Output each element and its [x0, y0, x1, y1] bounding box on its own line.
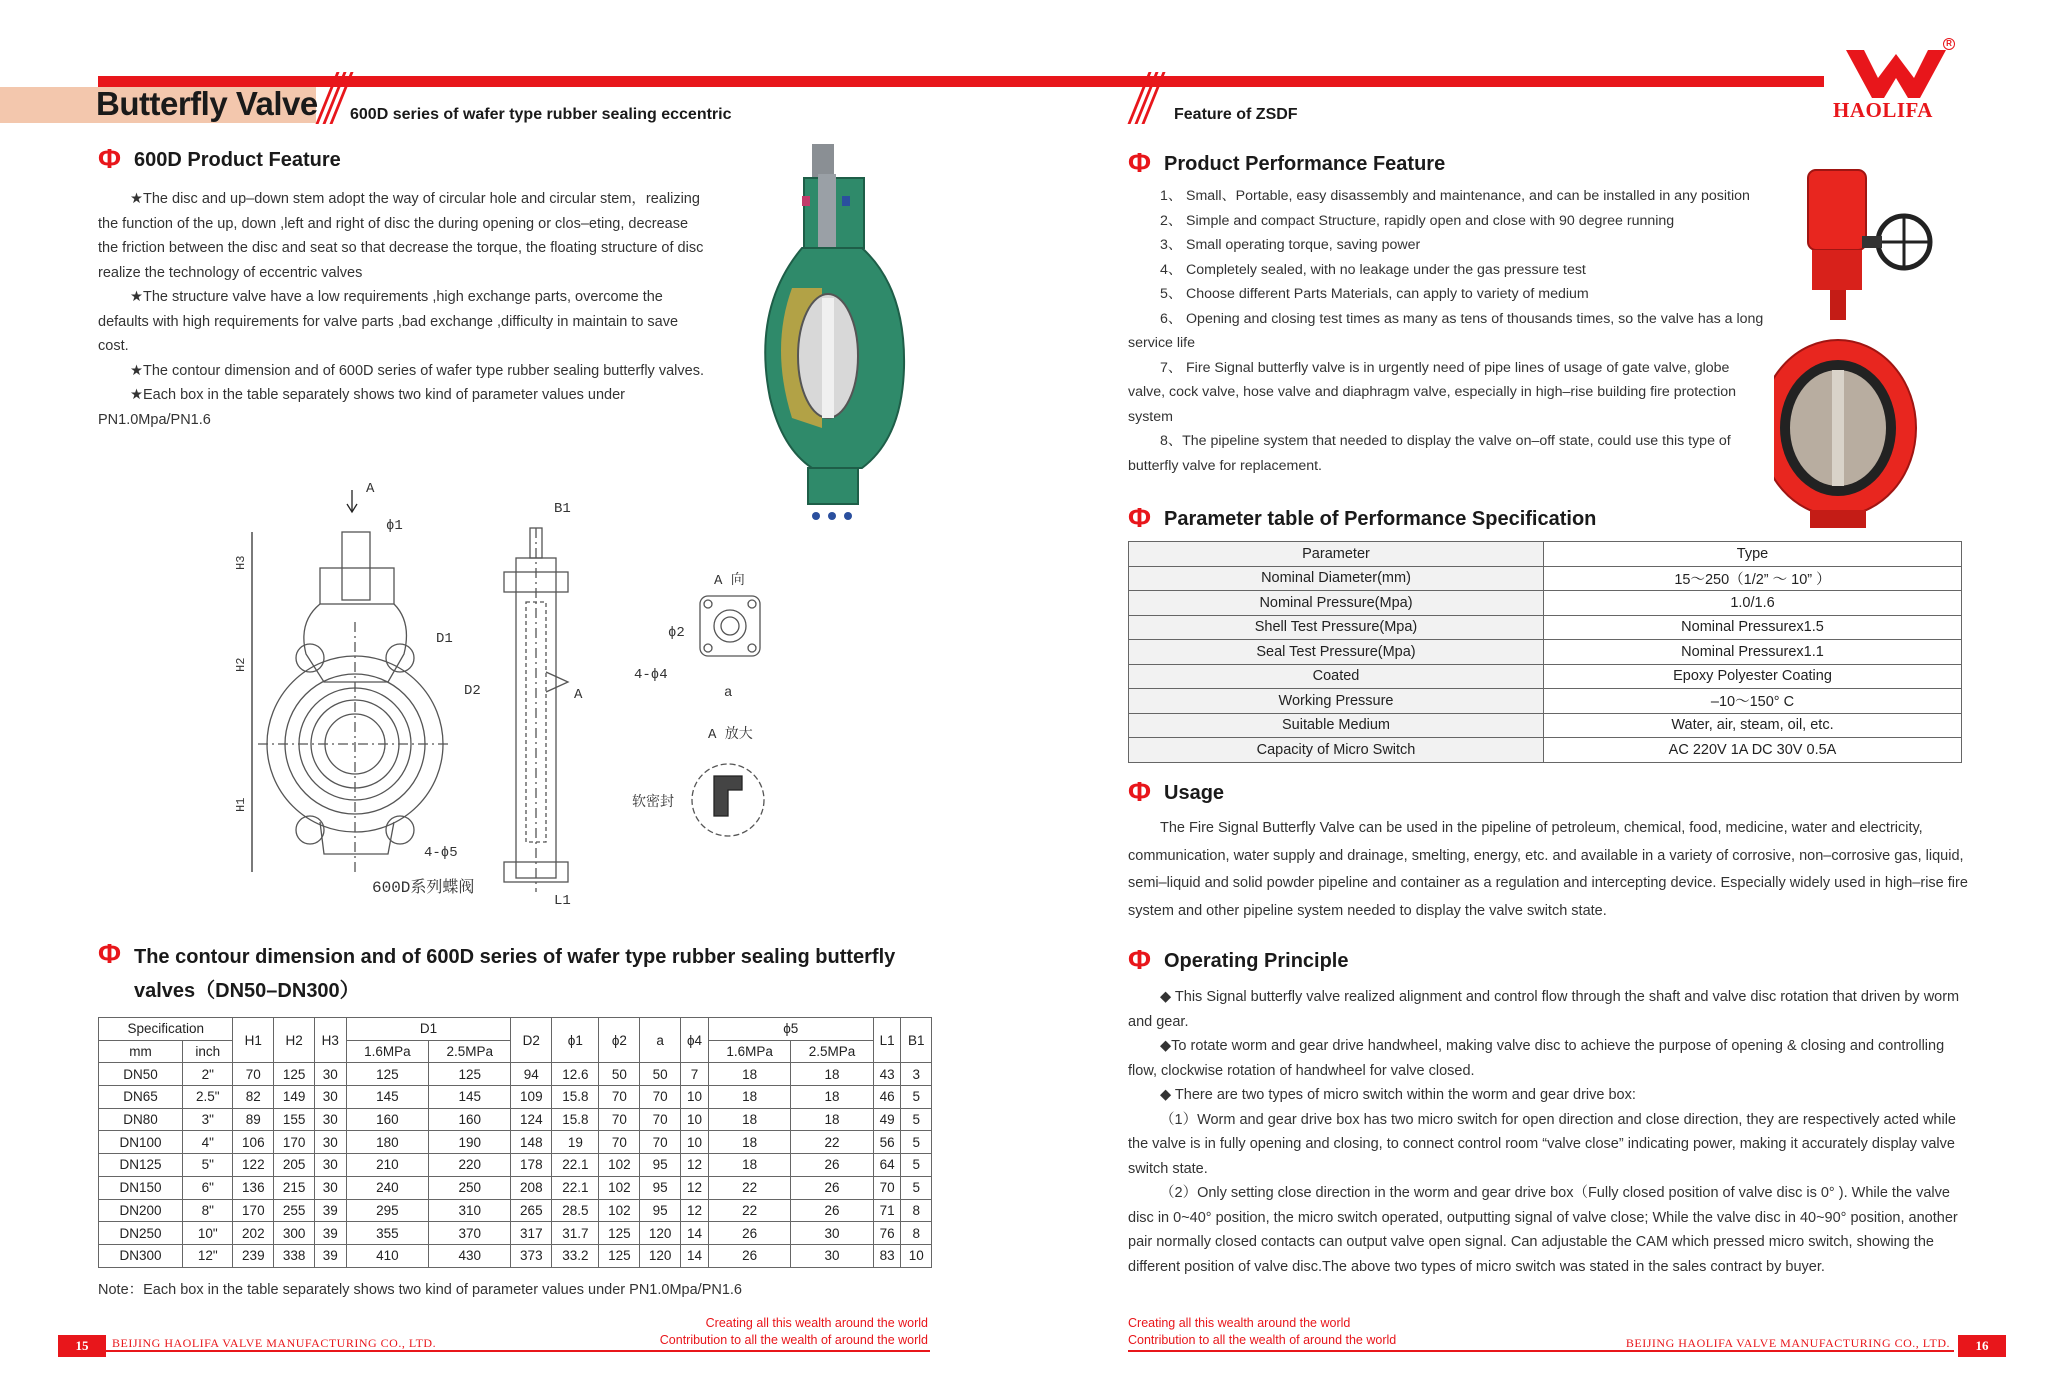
right-footer-company: BEIJING HAOLIFA VALVE MANUFACTURING CO., LTD.: [1625, 1336, 1950, 1350]
table-row: [1129, 615, 1962, 640]
table-cell: DN65: [99, 1086, 183, 1109]
table-row: [99, 1063, 932, 1086]
table-cell: 30: [314, 1086, 346, 1109]
th-d1-25: 2.5MPa: [429, 1040, 511, 1063]
table-cell: 50: [599, 1063, 640, 1086]
list-item: 2、 Simple and compact Structure, rapidly open and close with 90 degree running: [1160, 212, 1675, 229]
list-item: 1、 Small、Portable, easy disassembly and maintenance, and can be installed in any position: [1160, 188, 1750, 204]
performance-heading: Φ Product Performance Feature: [1128, 147, 1446, 178]
list-item: 4、 Completely sealed, with no leakage under the gas pressure test: [1160, 261, 1586, 278]
table-cell: 208: [511, 1176, 552, 1199]
svg-text:D1: D1: [436, 631, 453, 647]
table-cell: 160: [346, 1108, 428, 1131]
table-cell: 265: [511, 1199, 552, 1222]
table-cell: 28.5: [552, 1199, 599, 1222]
table-cell: 26: [708, 1244, 790, 1267]
table-cell: 102: [599, 1154, 640, 1177]
left-footer-slogan: Creating all this wealth around the world Contribution to all the wealth of around the world: [659, 1316, 928, 1347]
param-value-cell: Nominal Pressurex1.5: [1544, 615, 1962, 640]
table-cell: DN50: [99, 1063, 183, 1086]
table-row: [1129, 542, 1962, 567]
svg-text:H3: H3: [234, 555, 248, 570]
feature-text: [98, 187, 708, 432]
table-cell: 18: [791, 1063, 873, 1086]
svg-text:B1: B1: [554, 501, 571, 517]
left-subtitle: 600D series of wafer type rubber sealing eccentric: [350, 106, 732, 123]
table-cell: 18: [708, 1063, 790, 1086]
table-cell: 22: [791, 1131, 873, 1154]
operating-paragraph: ◆ This Signal butterfly valve realized alignment and control flow through the shaft and valve disc rotation that driven by worm and gear.: [1128, 989, 1960, 1030]
table-cell: 122: [233, 1154, 274, 1177]
table-cell: 26: [791, 1154, 873, 1177]
table-cell: 102: [599, 1199, 640, 1222]
table-cell: DN100: [99, 1131, 183, 1154]
th-phi1: ϕ1: [552, 1018, 599, 1063]
table-cell: 26: [791, 1176, 873, 1199]
page-number-left: 15: [58, 1335, 106, 1357]
param-value-cell: Water, air, steam, oil, etc.: [1544, 713, 1962, 738]
svg-text:a: a: [724, 685, 733, 701]
param-value-cell: –10～150° C: [1544, 689, 1962, 714]
footer-line-right: [1128, 1350, 1954, 1352]
haolifa-logo-icon: [1842, 48, 1950, 100]
table-cell: DN250: [99, 1222, 183, 1245]
table-cell: DN80: [99, 1108, 183, 1131]
table-cell: 2": [183, 1063, 233, 1086]
svg-text:4-ϕ4: 4-ϕ4: [634, 667, 668, 683]
param-name-cell: Parameter: [1129, 542, 1544, 567]
param-name-cell: Capacity of Micro Switch: [1129, 738, 1544, 763]
usage-text: The Fire Signal Butterfly Valve can be used in the pipeline of petroleum, chemical, food, medicine, water and electricity, communication, water supply and drainage, smelting, energy, etc. and available in a variety of corrosive, non–corrosive gas, liquid, semi–liquid and solid powder pipeline and container as a regulation and intercepting device. Especially widely used in high–rise fire system and other pipeline system needed to display the valve switch state.: [1128, 820, 1968, 919]
table-cell: 250: [429, 1176, 511, 1199]
table-cell: 102: [599, 1176, 640, 1199]
th-h2: H2: [274, 1018, 315, 1063]
table-cell: 10: [681, 1086, 709, 1109]
table-cell: 26: [708, 1222, 790, 1245]
param-name-cell: Working Pressure: [1129, 689, 1544, 714]
table-cell: 8": [183, 1199, 233, 1222]
th-h1: H1: [233, 1018, 274, 1063]
table-cell: 338: [274, 1244, 315, 1267]
th-d1-16: 1.6MPa: [346, 1040, 428, 1063]
th-phi4: ϕ4: [681, 1018, 709, 1063]
table-cell: 70: [599, 1131, 640, 1154]
table-cell: 125: [599, 1222, 640, 1245]
table-cell: 15.8: [552, 1086, 599, 1109]
table-cell: 15.8: [552, 1108, 599, 1131]
table-cell: 12": [183, 1244, 233, 1267]
table-cell: 22: [708, 1176, 790, 1199]
table-cell: 70: [640, 1086, 681, 1109]
table-cell: 180: [346, 1131, 428, 1154]
param-name-cell: Nominal Pressure(Mpa): [1129, 591, 1544, 616]
table-cell: 6": [183, 1176, 233, 1199]
th-b1: B1: [901, 1018, 932, 1063]
table-cell: 49: [873, 1108, 901, 1131]
table-cell: 50: [640, 1063, 681, 1086]
table-cell: 70: [599, 1086, 640, 1109]
table-cell: 109: [511, 1086, 552, 1109]
table-row: [99, 1222, 932, 1245]
feature-paragraph: ★Each box in the table separately shows two kind of parameter values under PN1.0Mpa/PN1.6: [98, 387, 625, 428]
svg-text:H2: H2: [234, 657, 248, 672]
table-cell: 70: [599, 1108, 640, 1131]
table-cell: 18: [708, 1131, 790, 1154]
phi-bullet-icon: Φ: [1128, 776, 1151, 807]
table-cell: 136: [233, 1176, 274, 1199]
table-cell: 317: [511, 1222, 552, 1245]
footer-line-left: [106, 1350, 930, 1352]
list-item: 3、 Small operating torque, saving power: [1160, 237, 1421, 253]
table-cell: 10: [681, 1108, 709, 1131]
table-cell: 255: [274, 1199, 315, 1222]
table-cell: 19: [552, 1131, 599, 1154]
table-cell: 30: [314, 1131, 346, 1154]
table-cell: 12: [681, 1199, 709, 1222]
table-cell: 145: [429, 1086, 511, 1109]
right-subtitle: Feature of ZSDF: [1174, 106, 1298, 123]
valve-cutaway-image: [752, 138, 912, 528]
table-cell: 7: [681, 1063, 709, 1086]
table-cell: DN125: [99, 1154, 183, 1177]
th-phi5: ϕ5: [708, 1018, 873, 1041]
table-cell: 239: [233, 1244, 274, 1267]
th-specification: Specification: [99, 1018, 233, 1041]
table-row: [99, 1154, 932, 1177]
table-cell: 70: [873, 1176, 901, 1199]
table-cell: 106: [233, 1131, 274, 1154]
table-row: [1129, 689, 1962, 714]
table-cell: 18: [708, 1086, 790, 1109]
table-cell: 310: [429, 1199, 511, 1222]
table-cell: 39: [314, 1199, 346, 1222]
table-cell: 145: [346, 1086, 428, 1109]
th-phi5-16: 1.6MPa: [708, 1040, 790, 1063]
table-cell: 190: [429, 1131, 511, 1154]
feature-paragraph: ★The structure valve have a low requirements ,high exchange parts, overcome the defaults with high requirements for valve parts ,bad exchange ,difficulty in maintain to save cost.: [98, 289, 679, 354]
table-cell: DN150: [99, 1176, 183, 1199]
param-value-cell: AC 220V 1A DC 30V 0.5A: [1544, 738, 1962, 763]
table-row: [1129, 713, 1962, 738]
table-cell: 355: [346, 1222, 428, 1245]
table-cell: 148: [511, 1131, 552, 1154]
header-stripes-right: [1130, 72, 1158, 124]
table-cell: 5: [901, 1176, 932, 1199]
phi-bullet-icon: Φ: [98, 938, 121, 969]
list-item: 8、The pipeline system that needed to display the valve on–off state, could use this type of butterfly valve for replacement.: [1128, 433, 1731, 474]
table-cell: 18: [791, 1108, 873, 1131]
table-cell: 8: [901, 1199, 932, 1222]
table-row: [1129, 664, 1962, 689]
table-row: [1129, 591, 1962, 616]
table-cell: 3": [183, 1108, 233, 1131]
table-cell: 56: [873, 1131, 901, 1154]
table-cell: 71: [873, 1199, 901, 1222]
operating-paragraph: （1）Worm and gear drive box has two micro switch for open direction and close direction, they are respectively acted while the valve is in fully opening and closing, to connect control room “valve close” indicating power, making it accurately display valve switch state.: [1128, 1111, 1956, 1177]
table-cell: 10: [681, 1131, 709, 1154]
th-inch: inch: [183, 1040, 233, 1063]
param-name-cell: Shell Test Pressure(Mpa): [1129, 615, 1544, 640]
th-d2: D2: [511, 1018, 552, 1063]
list-item: 5、 Choose different Parts Materials, can apply to variety of medium: [1160, 286, 1589, 302]
svg-text:H1: H1: [234, 797, 248, 812]
table-cell: 124: [511, 1108, 552, 1131]
usage-heading: Φ Usage: [1128, 776, 1225, 807]
table-cell: 155: [274, 1108, 315, 1131]
th-l1: L1: [873, 1018, 901, 1063]
table-cell: 5: [901, 1108, 932, 1131]
phi-bullet-icon: Φ: [98, 143, 121, 174]
phi-bullet-icon: Φ: [1128, 502, 1151, 533]
table-cell: 76: [873, 1222, 901, 1245]
list-item: 7、 Fire Signal butterfly valve is in urgently need of pipe lines of usage of gate valve, globe valve, cock valve, hose valve and diaphragm valve, especially in high–rise building fire protection system: [1128, 359, 1737, 425]
svg-text:ϕ1: ϕ1: [386, 518, 403, 534]
table-cell: 5": [183, 1154, 233, 1177]
table-row: [99, 1199, 932, 1222]
operating-paragraph: （2）Only setting close direction in the worm and gear drive box（Fully closed position of valve disc is 0° ). While the valve disc in 0~40° position, the micro switch operated, outputting signal of valve close; While the valve disc in 40~90° position, another pair normally closed contacts can output valve open signal. Can adjustable the CAM which pressed micro switch, showing the different position of valve disc.The above two types of micro switch was stated in the sales contract by buyer.: [1128, 1185, 1958, 1275]
table-cell: 120: [640, 1244, 681, 1267]
table-cell: 64: [873, 1154, 901, 1177]
header-red-bar-main: [316, 76, 1824, 87]
table-cell: 3: [901, 1063, 932, 1086]
param-value-cell: 15～250（1/2” ～ 10” ）: [1544, 566, 1962, 591]
table-cell: 89: [233, 1108, 274, 1131]
table-cell: 170: [233, 1199, 274, 1222]
table-cell: 120: [640, 1222, 681, 1245]
registered-mark-icon: R: [1943, 38, 1955, 50]
table-cell: 22.1: [552, 1154, 599, 1177]
table-cell: 30: [314, 1154, 346, 1177]
table-cell: 210: [346, 1154, 428, 1177]
table-row: [1129, 738, 1962, 763]
table-cell: 31.7: [552, 1222, 599, 1245]
table-cell: 14: [681, 1222, 709, 1245]
table-row: [1129, 640, 1962, 665]
th-a: a: [640, 1018, 681, 1063]
table-cell: 26: [791, 1199, 873, 1222]
param-name-cell: Coated: [1129, 664, 1544, 689]
svg-text:4-ϕ5: 4-ϕ5: [424, 845, 458, 861]
table-cell: 8: [901, 1222, 932, 1245]
page-number-right: 16: [1958, 1335, 2006, 1357]
table-cell: 202: [233, 1222, 274, 1245]
param-name-cell: Nominal Diameter(mm): [1129, 566, 1544, 591]
svg-text:ϕ2: ϕ2: [668, 625, 685, 641]
param-name-cell: Seal Test Pressure(Mpa): [1129, 640, 1544, 665]
table-cell: 43: [873, 1063, 901, 1086]
table-cell: 125: [346, 1063, 428, 1086]
table-cell: 18: [791, 1086, 873, 1109]
table-cell: 373: [511, 1244, 552, 1267]
contour-heading: Φ The contour dimension and of 600D series of wafer type rubber sealing butterfly valves（DN50–DN300）: [98, 938, 896, 1002]
table-cell: 95: [640, 1199, 681, 1222]
table-cell: 430: [429, 1244, 511, 1267]
operating-heading: Φ Operating Principle: [1128, 944, 1349, 975]
table-cell: 39: [314, 1222, 346, 1245]
feature-paragraph: ★The disc and up–down stem adopt the way of circular hole and circular stem，realizing the function of the up, down ,left and right of disc the during opening or clos–eting, decrease the friction between the disc and seat so that decrease the torque, the floating structure of disc realize the technology of eccentric valves: [98, 191, 704, 281]
table-cell: 46: [873, 1086, 901, 1109]
table-cell: 10": [183, 1222, 233, 1245]
left-footer-company: BEIJING HAOLIFA VALVE MANUFACTURING CO., LTD.: [112, 1336, 437, 1350]
th-h3: H3: [314, 1018, 346, 1063]
list-item: 6、 Opening and closing test times as many as tens of thousands times, so the valve has a long service life: [1128, 310, 1764, 351]
svg-text:L1: L1: [554, 893, 571, 909]
param-heading: Φ Parameter table of Performance Specification: [1128, 502, 1597, 533]
table-cell: 12: [681, 1176, 709, 1199]
table-cell: 5: [901, 1086, 932, 1109]
svg-text:软密封: 软密封: [632, 795, 674, 811]
table-cell: 95: [640, 1176, 681, 1199]
table-cell: 10: [901, 1244, 932, 1267]
svg-text:A: A: [574, 687, 583, 703]
th-phi2: ϕ2: [599, 1018, 640, 1063]
table-cell: 22: [708, 1199, 790, 1222]
table-row: [99, 1176, 932, 1199]
table-row: [99, 1108, 932, 1131]
table-cell: 205: [274, 1154, 315, 1177]
table-cell: 95: [640, 1154, 681, 1177]
phi-bullet-icon: Φ: [1128, 944, 1151, 975]
operating-paragraph: ◆ There are two types of micro switch within the worm and gear drive box:: [1160, 1087, 1636, 1103]
performance-list: [1128, 184, 1768, 478]
table-cell: 33.2: [552, 1244, 599, 1267]
table-cell: 410: [346, 1244, 428, 1267]
table-cell: 125: [429, 1063, 511, 1086]
table-cell: 18: [708, 1108, 790, 1131]
table-cell: DN300: [99, 1244, 183, 1267]
operating-text: [1128, 985, 1968, 1279]
performance-spec-table: [1128, 541, 1962, 763]
table-cell: 70: [640, 1108, 681, 1131]
param-name-cell: Suitable Medium: [1129, 713, 1544, 738]
table-cell: 22.1: [552, 1176, 599, 1199]
table-cell: 295: [346, 1199, 428, 1222]
table-row: [1129, 566, 1962, 591]
table-cell: 170: [274, 1131, 315, 1154]
svg-text:D2: D2: [464, 683, 481, 699]
table-cell: 160: [429, 1108, 511, 1131]
table-cell: 220: [429, 1154, 511, 1177]
right-footer-slogan: Creating all this wealth around the world Contribution to all the wealth of around the world: [1128, 1316, 1397, 1347]
table-row: [99, 1244, 932, 1267]
table-cell: 125: [274, 1063, 315, 1086]
table-cell: 30: [791, 1244, 873, 1267]
technical-drawing: [228, 472, 788, 912]
phi-bullet-icon: Φ: [1128, 147, 1151, 178]
table-cell: 12.6: [552, 1063, 599, 1086]
dimension-table: [98, 1017, 932, 1268]
th-mm: mm: [99, 1040, 183, 1063]
table-row: [99, 1131, 932, 1154]
table-row: [99, 1086, 932, 1109]
table-cell: 5: [901, 1131, 932, 1154]
table-cell: 30: [791, 1222, 873, 1245]
table-cell: 30: [314, 1108, 346, 1131]
table-cell: 370: [429, 1222, 511, 1245]
param-value-cell: Epoxy Polyester Coating: [1544, 664, 1962, 689]
table-cell: 125: [599, 1244, 640, 1267]
table-cell: 178: [511, 1154, 552, 1177]
th-d1: D1: [346, 1018, 511, 1041]
table-cell: 12: [681, 1154, 709, 1177]
table-cell: 5: [901, 1154, 932, 1177]
table-cell: 300: [274, 1222, 315, 1245]
table-cell: 2.5": [183, 1086, 233, 1109]
table-note: Note：Each box in the table separately shows two kind of parameter values under PN1.0Mpa/PN1.6: [98, 1282, 742, 1298]
table-cell: 82: [233, 1086, 274, 1109]
param-value-cell: Type: [1544, 542, 1962, 567]
operating-paragraph: ◆To rotate worm and gear drive handwheel, making valve disc to achieve the purpose of opening & closing and controlling flow, clockwise rotation of handwheel for valve closed.: [1128, 1038, 1945, 1079]
table-cell: 70: [233, 1063, 274, 1086]
feature-paragraph: ★The contour dimension and of 600D series of wafer type rubber sealing butterfly valves.: [130, 362, 704, 379]
table-cell: 83: [873, 1244, 901, 1267]
header-stripes-left: [318, 72, 346, 124]
fire-signal-valve-image: [1774, 166, 1944, 530]
feature-heading: Φ 600D Product Feature: [98, 143, 341, 174]
table-cell: 18: [708, 1154, 790, 1177]
param-value-cell: Nominal Pressurex1.1: [1544, 640, 1962, 665]
table-cell: 70: [640, 1131, 681, 1154]
table-cell: 30: [314, 1063, 346, 1086]
th-phi5-25: 2.5MPa: [791, 1040, 873, 1063]
table-cell: 149: [274, 1086, 315, 1109]
svg-text:A 向: A 向: [714, 573, 745, 589]
table-cell: 215: [274, 1176, 315, 1199]
table-cell: 14: [681, 1244, 709, 1267]
table-cell: 94: [511, 1063, 552, 1086]
page-title: Butterfly Valve: [96, 85, 318, 122]
table-cell: 39: [314, 1244, 346, 1267]
svg-text:A: A: [366, 481, 375, 497]
table-cell: DN200: [99, 1199, 183, 1222]
param-value-cell: 1.0/1.6: [1544, 591, 1962, 616]
brand-name: HAOLIFA: [1833, 98, 1933, 122]
table-cell: 4": [183, 1131, 233, 1154]
svg-text:600D系列蝶阀: 600D系列蝶阀: [372, 879, 475, 897]
table-cell: 240: [346, 1176, 428, 1199]
table-cell: 30: [314, 1176, 346, 1199]
svg-text:A 放大: A 放大: [708, 727, 753, 743]
